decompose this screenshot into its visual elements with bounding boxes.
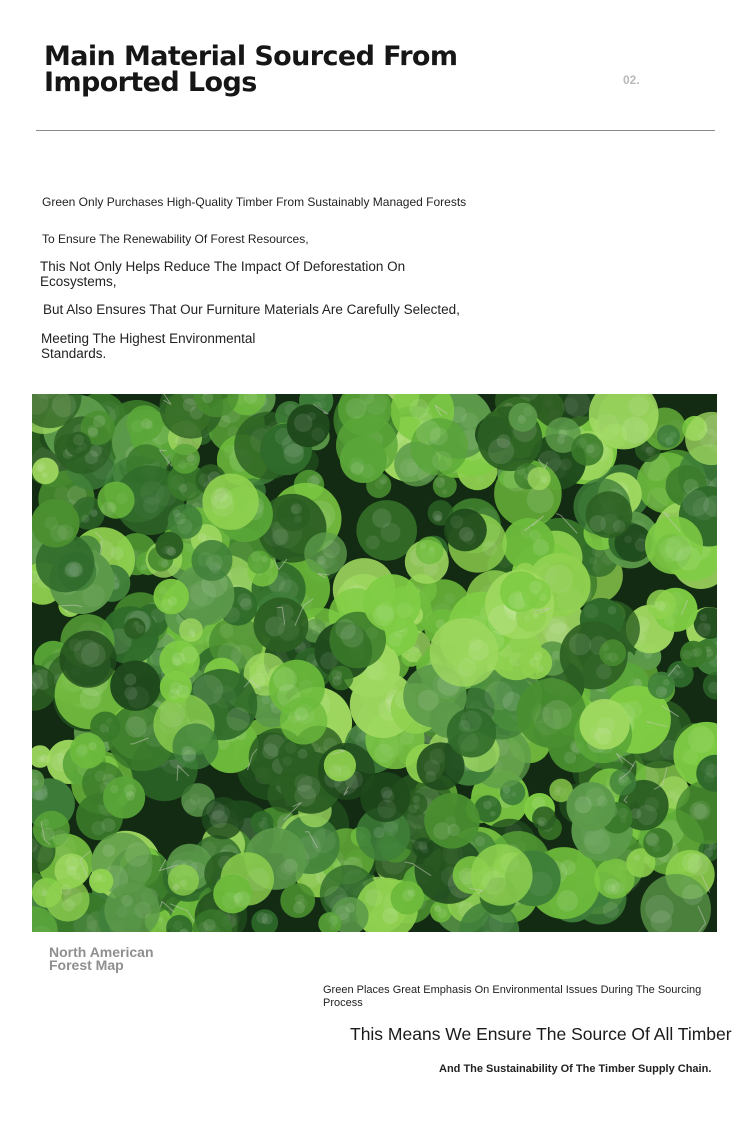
tree-crown-highlight — [669, 432, 676, 439]
tree-crown-highlight — [317, 556, 326, 565]
tree-crown-highlight — [127, 686, 149, 708]
tree-crown-highlight — [88, 742, 96, 750]
tree-crown-highlight — [178, 460, 187, 469]
page-number: 02. — [623, 73, 640, 87]
tree-crown-highlight — [564, 752, 576, 764]
tree-crown-highlight — [576, 438, 587, 449]
tree-crown-highlight — [700, 614, 707, 621]
tree-crown-highlight — [299, 680, 313, 694]
tree-crown-highlight — [159, 587, 167, 595]
tree-crown-highlight — [396, 602, 412, 618]
tree-crown-highlight — [475, 836, 485, 846]
tree-crown-highlight — [206, 802, 224, 820]
tree-crown — [103, 776, 145, 818]
tree-crown-highlight — [660, 433, 670, 443]
header-divider — [36, 130, 715, 131]
tree-crown-highlight — [428, 548, 436, 556]
tree-crown-highlight — [124, 674, 136, 686]
tree-crown-highlight — [116, 906, 128, 918]
tree-crown-highlight — [450, 515, 463, 528]
tree-crown-highlight — [643, 857, 650, 864]
tree-crown-highlight — [468, 637, 482, 651]
tree-crown-highlight — [219, 624, 234, 639]
tree-crown — [32, 458, 59, 485]
tree-crown-highlight — [62, 899, 75, 912]
tree-crown-highlight — [635, 855, 641, 861]
tree-crown-highlight — [180, 880, 187, 887]
tree-crown-highlight — [536, 817, 541, 822]
tree-crown-highlight — [537, 665, 544, 672]
tree-crown-highlight — [284, 444, 304, 464]
tree-crown-highlight — [647, 487, 669, 509]
tree-crown-highlight — [76, 745, 88, 757]
tree-crown-highlight — [432, 451, 452, 471]
tree-crown-highlight — [602, 644, 610, 652]
tree-crown-highlight — [93, 415, 105, 427]
intro-line-4: But Also Ensures That Our Furniture Materials Are Carefully Selected, — [43, 302, 460, 317]
tree-crown-highlight — [234, 891, 250, 907]
tree-crown-highlight — [596, 664, 611, 679]
tree-crown-highlight — [126, 791, 135, 800]
tree-crown-highlight — [341, 624, 364, 647]
tree-crown-highlight — [41, 755, 50, 764]
tree-crown-highlight — [645, 797, 659, 811]
tree-crown-highlight — [533, 539, 549, 555]
tree-crown-highlight — [174, 437, 181, 444]
tree-crown-highlight — [589, 557, 597, 565]
tree-crown-highlight — [366, 536, 380, 550]
tree-crown-highlight — [294, 515, 302, 523]
tree-crown-highlight — [412, 796, 420, 804]
tree-crown-highlight — [188, 628, 195, 635]
tree-crown-highlight — [620, 816, 627, 823]
tree-crown-highlight — [458, 731, 479, 752]
tree-crown-highlight — [584, 604, 599, 619]
tree-crown-highlight — [349, 458, 365, 474]
tree-crown-highlight — [438, 909, 447, 918]
closing-line-2: This Means We Ensure The Source Of All Timber — [350, 1024, 732, 1044]
tree-crown-highlight — [285, 742, 297, 754]
tree-crown — [363, 574, 420, 631]
tree-crown-highlight — [532, 613, 538, 619]
tree-crown-highlight — [608, 606, 617, 615]
tree-crown-highlight — [458, 658, 477, 677]
tree-crown-highlight — [324, 914, 332, 922]
tree-crown-highlight — [539, 593, 547, 601]
tree-crown — [173, 723, 219, 769]
tree-crown-highlight — [612, 882, 625, 895]
tree-crown-highlight — [586, 443, 600, 457]
tree-crown-highlight — [125, 842, 149, 866]
tree-crown-highlight — [373, 605, 394, 626]
tree-crown-highlight — [42, 472, 48, 478]
tree-crown-highlight — [307, 412, 316, 421]
tree-crown-highlight — [277, 604, 294, 621]
tree-crown-highlight — [624, 536, 632, 544]
tree-crown-highlight — [165, 546, 175, 556]
tree-crown-highlight — [429, 748, 445, 764]
tree-crown-highlight — [425, 771, 436, 782]
tree-crown-highlight — [176, 685, 190, 699]
tree-crown-highlight — [529, 581, 542, 594]
intro-line-3: This Not Only Helps Reduce The Impact Of Deforestation On Ecosystems, — [40, 259, 406, 289]
tree-crown-highlight — [418, 842, 427, 851]
tree-crown-highlight — [667, 790, 675, 798]
tree-crown-highlight — [382, 790, 394, 802]
tree-crown-highlight — [81, 515, 89, 523]
tree-crown-highlight — [198, 552, 213, 567]
tree-crown-highlight — [524, 616, 531, 623]
tree-crown-highlight — [372, 509, 391, 528]
tree-crown-highlight — [540, 475, 550, 485]
tree-crown-highlight — [256, 912, 268, 924]
tree-crown-highlight — [682, 884, 703, 905]
tree-crown-highlight — [530, 530, 541, 541]
tree-crown-highlight — [382, 908, 398, 924]
tree-crown-highlight — [298, 749, 308, 759]
tree-crown-highlight — [121, 895, 133, 907]
tree-crown-highlight — [110, 785, 119, 794]
tree-crown-highlight — [409, 399, 429, 419]
tree-crown-highlight — [294, 774, 312, 792]
tree-crown-highlight — [262, 743, 278, 759]
tree-crown-highlight — [111, 547, 124, 560]
tree-crown-highlight — [211, 493, 235, 517]
tree-crown-highlight — [388, 633, 402, 647]
tree-crown-highlight — [683, 749, 698, 764]
tree-crown-highlight — [557, 890, 578, 911]
tree-crown-highlight — [262, 817, 268, 823]
tree-crown-highlight — [90, 445, 102, 457]
tree-crown-highlight — [483, 541, 498, 556]
tree-crown-highlight — [64, 563, 79, 578]
tree-crown-highlight — [645, 832, 658, 845]
tree-crown-highlight — [663, 679, 670, 686]
tree-crown-highlight — [60, 884, 71, 895]
tree-crown-highlight — [261, 556, 268, 563]
tree-crown-highlight — [251, 552, 261, 562]
tree-crown-highlight — [435, 477, 445, 487]
tree-crown-highlight — [311, 428, 324, 441]
tree-crown-highlight — [186, 454, 194, 462]
tree-crown-highlight — [172, 657, 180, 665]
tree-crown-highlight — [651, 601, 658, 608]
tree-crown-highlight — [405, 886, 414, 895]
tree-crown-highlight — [651, 910, 673, 932]
tree-crown-highlight — [312, 625, 321, 634]
tree-crown-highlight — [497, 434, 511, 448]
intro-line-1: Green Only Purchases High-Quality Timber From Sustainably Managed Forests — [42, 195, 467, 209]
tree-crown-highlight — [433, 822, 450, 839]
tree-crown-highlight — [281, 859, 297, 875]
tree-crown-highlight — [102, 844, 115, 857]
tree-crown-highlight — [379, 476, 387, 484]
tree-crown-highlight — [676, 546, 700, 570]
tree-crown-highlight — [338, 765, 351, 778]
tree-crown-highlight — [459, 720, 471, 732]
tree-crown-highlight — [332, 676, 342, 686]
tree-crown-highlight — [484, 681, 513, 710]
tree-crown-highlight — [79, 442, 88, 451]
tree-crown-highlight — [482, 871, 506, 895]
tree-crown-highlight — [444, 593, 455, 604]
tree-crown-highlight — [173, 920, 183, 930]
tree-crown-highlight — [159, 702, 185, 728]
tree-crown-highlight — [135, 902, 152, 919]
tree-crown-highlight — [659, 687, 667, 695]
tree-crown-highlight — [416, 420, 441, 445]
tree-crown-highlight — [613, 520, 626, 533]
tree-crown-highlight — [52, 830, 68, 846]
tree-crown-highlight — [490, 811, 496, 817]
tree-crown-highlight — [89, 508, 98, 517]
tree-crown-highlight — [518, 415, 525, 422]
tree-crown-highlight — [294, 704, 314, 724]
tree-crown-highlight — [442, 489, 447, 494]
forest-canopy-graphic — [32, 394, 717, 932]
tree-crown-highlight — [459, 527, 474, 542]
tree-crown-highlight — [100, 724, 109, 733]
tree-crown-highlight — [161, 560, 169, 568]
tree-crown-highlight — [88, 427, 98, 437]
tree-crown-highlight — [181, 483, 197, 499]
tree-crown-highlight — [272, 529, 288, 545]
tree-crown-highlight — [174, 513, 186, 525]
tree-crown-highlight — [488, 797, 497, 806]
tree-crown-highlight — [621, 417, 648, 444]
tree-crown-highlight — [322, 540, 340, 558]
tree-crown-highlight — [374, 827, 385, 838]
tree-crown-highlight — [127, 708, 156, 737]
tree-crown-highlight — [597, 796, 608, 807]
tree-crown-highlight — [256, 663, 268, 675]
tree-crown-highlight — [552, 651, 561, 660]
forest-aerial-photo — [32, 394, 717, 932]
tree-crown-highlight — [511, 792, 516, 797]
closing-line-3: And The Sustainability Of The Timber Supply Chain. — [439, 1063, 712, 1075]
tree-crown-highlight — [41, 819, 49, 827]
tree-crown-highlight — [704, 623, 711, 630]
tree-crown-highlight — [554, 785, 561, 792]
tree-crown-highlight — [330, 924, 336, 930]
tree-crown-highlight — [516, 466, 526, 476]
tree-crown-highlight — [67, 866, 77, 876]
closing-line-1: Green Places Great Emphasis On Environmental Issues During The Sourcing Process — [323, 984, 702, 1009]
intro-line-2: To Ensure The Renewability Of Forest Resources, — [42, 232, 309, 246]
tree-crown-highlight — [432, 511, 442, 521]
tree-crown-highlight — [659, 601, 671, 613]
tree-crown-highlight — [173, 884, 180, 891]
tree-crown-highlight — [366, 627, 379, 640]
tree-crown-highlight — [594, 414, 620, 440]
tree-crown-highlight — [523, 407, 532, 416]
tree-crown-highlight — [694, 804, 709, 819]
tree-crown-highlight — [168, 596, 177, 605]
tree-crown-highlight — [297, 899, 307, 909]
tree-crown-highlight — [682, 853, 702, 873]
tree-crown-highlight — [641, 443, 649, 451]
tree-crown-highlight — [181, 746, 196, 761]
image-caption: North American Forest Map — [49, 944, 154, 973]
tree-crown-highlight — [569, 633, 591, 655]
tree-crown-highlight — [254, 562, 263, 571]
tree-crown-highlight — [101, 818, 115, 832]
tree-crown-highlight — [184, 799, 197, 812]
intro-line-5: Meeting The Highest Environmental Standards. — [41, 331, 256, 361]
tree-crown-highlight — [531, 704, 550, 723]
tree-crown-highlight — [69, 639, 82, 652]
tree-crown-highlight — [414, 804, 419, 809]
tree-crown-highlight — [597, 717, 615, 735]
tree-crown-highlight — [575, 796, 592, 813]
tree-crown-highlight — [374, 744, 393, 763]
tree-crown-highlight — [146, 421, 154, 429]
tree-crown-highlight — [693, 497, 717, 521]
tree-crown-highlight — [240, 598, 252, 610]
tree-crown-highlight — [283, 756, 293, 766]
tree-crown-highlight — [604, 653, 612, 661]
tree-crown-highlight — [628, 396, 649, 417]
tree-crown-highlight — [36, 464, 44, 472]
tree-crown-highlight — [688, 726, 715, 753]
tree-crown-highlight — [562, 398, 578, 414]
tree-crown-highlight — [682, 650, 692, 660]
tree-crown-highlight — [476, 475, 484, 483]
tree-crown-highlight — [107, 502, 117, 512]
tree-crown-highlight — [183, 398, 197, 412]
tree-crown-highlight — [365, 889, 382, 906]
tree-crown-highlight — [291, 503, 302, 514]
tree-crown-highlight — [136, 625, 145, 634]
tree-crown-highlight — [116, 492, 128, 504]
tree-crown-highlight — [500, 853, 519, 872]
page-title: Main Material Sourced From Imported Logs — [44, 41, 458, 98]
tree-crown-highlight — [45, 517, 58, 530]
tree-crown-highlight — [262, 695, 271, 704]
tree-crown-highlight — [420, 543, 426, 549]
tree-crown-highlight — [131, 420, 144, 433]
tree-crown-highlight — [557, 436, 565, 444]
tree-crown — [277, 498, 310, 531]
tree-crown-highlight — [227, 707, 250, 730]
tree-crown-highlight — [95, 874, 102, 881]
tree-crown-highlight — [95, 770, 106, 781]
